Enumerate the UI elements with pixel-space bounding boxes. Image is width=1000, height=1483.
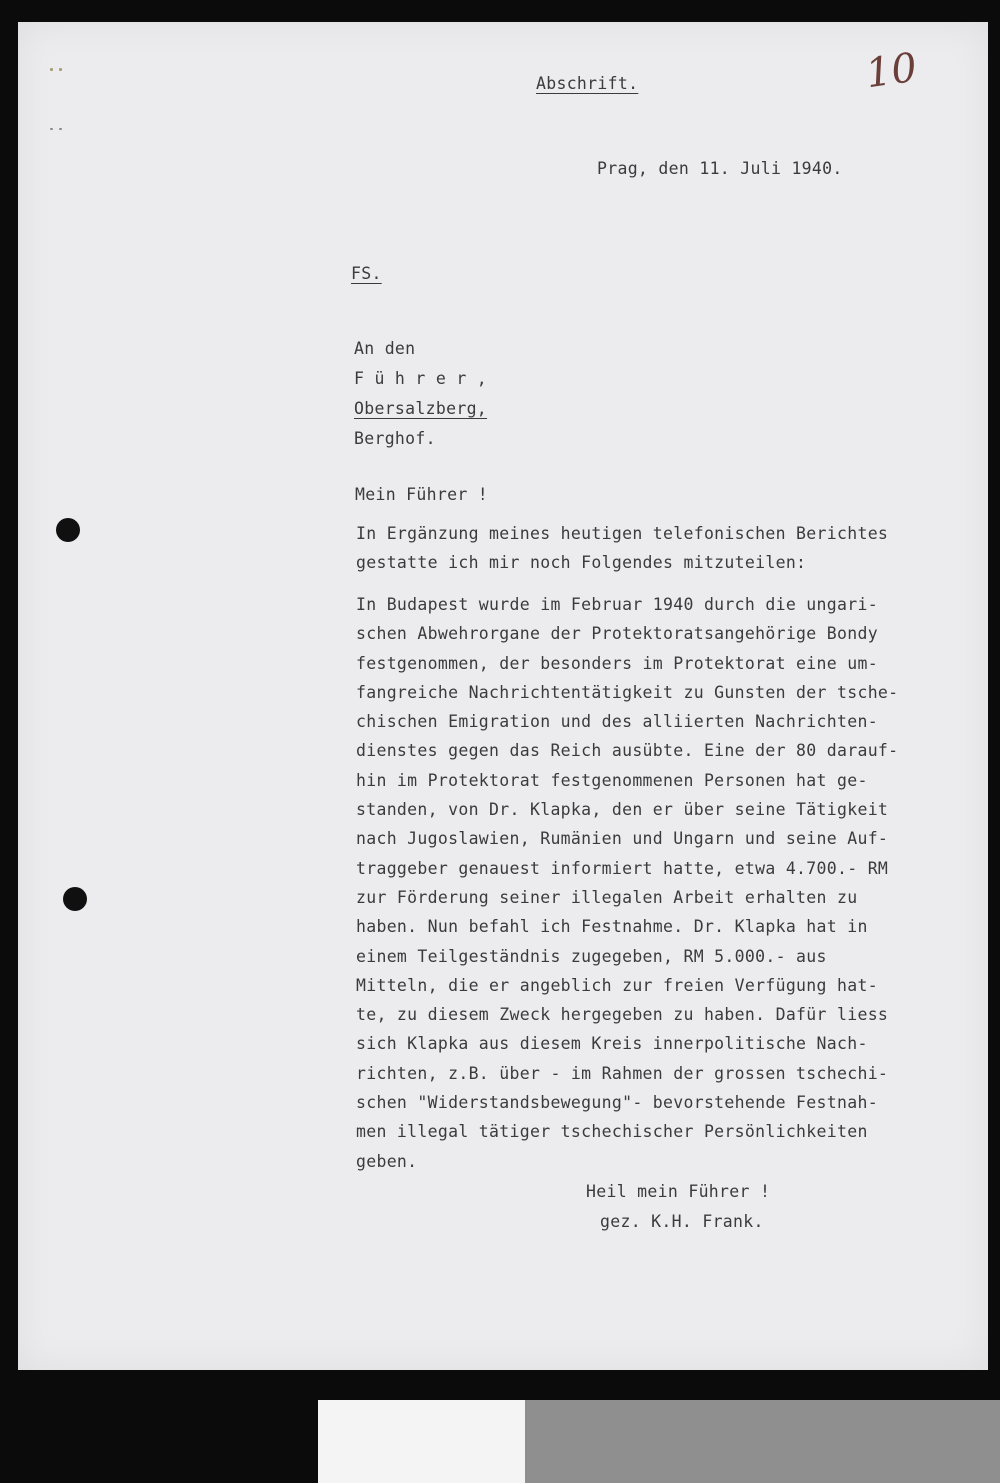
body-paragraph <box>356 590 898 1176</box>
document-heading: Abschrift. <box>536 74 639 93</box>
recipient-line-4: Berghof. <box>354 429 436 448</box>
body-line: In Budapest wurde im Februar 1940 durch die ungari- <box>356 595 878 614</box>
recipient-line-2: F ü h r e r , <box>354 369 488 388</box>
body-line: traggeber genauest informiert hatte, etwa 4.700.- RM <box>356 858 889 878</box>
body-line: geben. <box>356 1151 418 1171</box>
body-line: standen, von Dr. Klapka, den er über seine Tätigkeit <box>356 800 889 820</box>
handwritten-page-number: 10 <box>863 44 920 98</box>
paper-mark <box>50 128 53 130</box>
intro-paragraph <box>356 519 888 578</box>
body-line: fangreiche Nachrichtentätigkeit zu Gunsten der tsche- <box>356 682 899 702</box>
scan-white-strip <box>318 1400 525 1483</box>
scan-gray-strip <box>525 1400 1000 1483</box>
reference-code: FS. <box>351 264 382 283</box>
recipient-line-3: Obersalzberg, <box>354 399 488 418</box>
body-line: haben. Nun befahl ich Festnahme. Dr. Klapka hat in <box>356 917 868 937</box>
signature: gez. K.H. Frank. <box>600 1212 764 1231</box>
body-line: hin im Protektorat festgenommenen Personen hat ge- <box>356 770 868 790</box>
body-line: Mitteln, die er angeblich zur freien Verfügung hat- <box>356 975 878 995</box>
body-line: schen "Widerstandsbewegung"- bevorstehende Festnah- <box>356 1093 878 1113</box>
paper-mark <box>59 128 62 130</box>
closing: Heil mein Führer ! <box>586 1182 771 1201</box>
body-line: festgenommen, der besonders im Protektorat eine um- <box>356 653 878 673</box>
body-line: sich Klapka aus diesem Kreis innerpolitische Nach- <box>356 1034 868 1054</box>
salutation: Mein Führer ! <box>355 485 489 504</box>
body-line: te, zu diesem Zweck hergegeben zu haben. Dafür liess <box>356 1005 889 1025</box>
scan-background-bottom-left <box>0 1400 318 1483</box>
paper-mark <box>59 68 62 71</box>
punch-hole-bottom <box>63 887 87 911</box>
paper-mark <box>50 68 53 71</box>
body-line: schen Abwehrorgane der Protektoratsangehörige Bondy <box>356 624 878 644</box>
document-page <box>18 22 988 1370</box>
body-line: dienstes gegen das Reich ausübte. Eine der 80 darauf- <box>356 741 899 761</box>
intro-line: gestatte ich mir noch Folgendes mitzuteilen: <box>356 553 807 573</box>
body-line: einem Teilgeständnis zugegeben, RM 5.000.- aus <box>356 946 827 966</box>
place-date: Prag, den 11. Juli 1940. <box>597 159 843 178</box>
recipient-line-1: An den <box>354 339 416 358</box>
body-line: zur Förderung seiner illegalen Arbeit erhalten zu <box>356 887 858 907</box>
body-line: chischen Emigration und des alliierten Nachrichten- <box>356 712 878 732</box>
punch-hole-top <box>56 518 80 542</box>
body-line: nach Jugoslawien, Rumänien und Ungarn und seine Auf- <box>356 829 889 849</box>
body-line: richten, z.B. über - im Rahmen der grossen tschechi- <box>356 1063 889 1083</box>
intro-line: In Ergänzung meines heutigen telefonischen Berichtes <box>356 524 889 543</box>
body-line: men illegal tätiger tschechischer Persönlichkeiten <box>356 1122 868 1142</box>
